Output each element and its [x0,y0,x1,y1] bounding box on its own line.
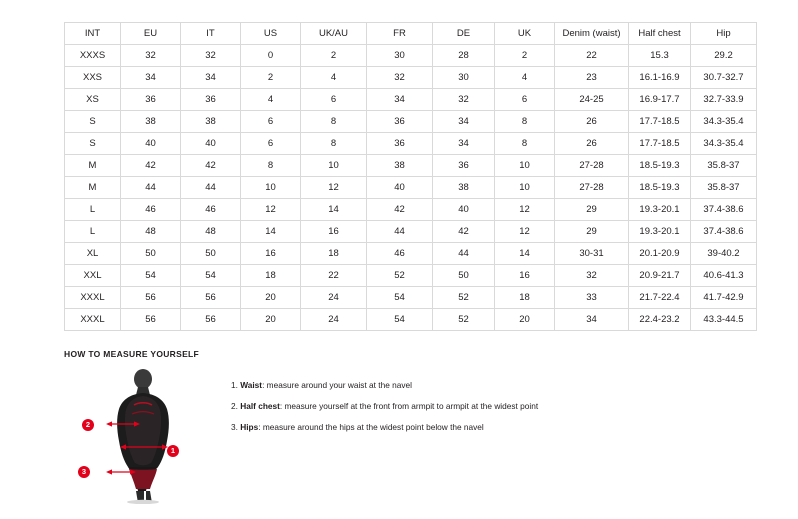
measure-instruction-waist [231,381,538,391]
cell-int: S [65,133,121,155]
cell-fr: 40 [367,177,433,199]
cell-us: 20 [241,309,301,331]
cell-denim-waist: 22 [555,45,629,67]
cell-it: 34 [181,67,241,89]
size-conversion-table [64,22,757,331]
table-row [65,309,757,331]
cell-de: 44 [433,243,495,265]
cell-uk: 6 [495,89,555,111]
cell-fr: 30 [367,45,433,67]
cell-it: 54 [181,265,241,287]
cell-it: 46 [181,199,241,221]
cell-uk-au: 24 [301,287,367,309]
column-header-uk-au: UK/AU [301,23,367,45]
cell-hip: 41.7-42.9 [691,287,757,309]
cell-uk: 2 [495,45,555,67]
cell-eu: 40 [121,133,181,155]
cell-int: XL [65,243,121,265]
cell-denim-waist: 26 [555,111,629,133]
cell-hip: 32.7-33.9 [691,89,757,111]
cell-it: 56 [181,287,241,309]
cell-uk-au: 18 [301,243,367,265]
cell-uk-au: 2 [301,45,367,67]
cell-hip: 30.7-32.7 [691,67,757,89]
table-row [65,265,757,287]
cell-it: 40 [181,133,241,155]
cell-de: 34 [433,111,495,133]
cell-uk-au: 16 [301,221,367,243]
cell-denim-waist: 26 [555,133,629,155]
cell-fr: 44 [367,221,433,243]
column-header-half-chest: Half chest [629,23,691,45]
cell-fr: 32 [367,67,433,89]
instruction-term: Waist [240,380,263,390]
cell-it: 38 [181,111,241,133]
cell-uk-au: 8 [301,133,367,155]
how-to-measure-section [64,349,734,504]
table-row [65,287,757,309]
cell-eu: 44 [121,177,181,199]
cell-int: S [65,111,121,133]
callout-bullet-1: 1 [167,445,179,457]
cell-hip: 37.4-38.6 [691,199,757,221]
cell-it: 32 [181,45,241,67]
cell-fr: 54 [367,287,433,309]
cell-eu: 42 [121,155,181,177]
table-row [65,111,757,133]
instruction-term: Hips [240,421,259,432]
cell-it: 50 [181,243,241,265]
cell-eu: 32 [121,45,181,67]
table-row [65,177,757,199]
cell-denim-waist: 32 [555,265,629,287]
cell-us: 4 [241,89,301,111]
cell-it: 56 [181,309,241,331]
cell-de: 28 [433,45,495,67]
how-to-measure-title: HOW TO MEASURE YOURSELF [64,349,200,359]
instruction-index: 1. [231,380,238,390]
cell-uk-au: 8 [301,111,367,133]
cell-half-chest: 16.1-16.9 [629,67,691,89]
column-header-int: INT [65,23,121,45]
cell-uk-au: 24 [301,309,367,331]
cell-half-chest: 19.3-20.1 [629,199,691,221]
cell-de: 38 [433,177,495,199]
cell-int: XS [65,89,121,111]
table-row [65,221,757,243]
cell-uk: 20 [495,309,555,331]
cell-eu: 56 [121,287,181,309]
cell-fr: 42 [367,199,433,221]
cell-hip: 37.4-38.6 [691,221,757,243]
cell-int: M [65,177,121,199]
measure-instructions-list [231,369,538,444]
instruction-index: 3. [231,421,238,432]
cell-us: 8 [241,155,301,177]
cell-denim-waist: 23 [555,67,629,89]
column-header-denim-waist: Denim (waist) [555,23,629,45]
table-header-row [65,23,757,45]
column-header-us: US [241,23,301,45]
cell-int: L [65,199,121,221]
table-row [65,155,757,177]
cell-uk: 10 [495,155,555,177]
instruction-term: Half chest [240,400,280,411]
cell-it: 36 [181,89,241,111]
cell-half-chest: 17.7-18.5 [629,111,691,133]
cell-eu: 34 [121,67,181,89]
cell-uk: 8 [495,111,555,133]
cell-uk-au: 4 [301,67,367,89]
cell-int: XXXL [65,309,121,331]
cell-uk: 18 [495,287,555,309]
cell-hip: 39-40.2 [691,243,757,265]
measure-instruction-hips [231,423,538,433]
table-body [65,45,757,331]
column-header-de: DE [433,23,495,45]
cell-it: 48 [181,221,241,243]
cell-hip: 35.8-37 [691,155,757,177]
cell-uk-au: 10 [301,155,367,177]
table-row [65,67,757,89]
mannequin-illustration [86,369,201,504]
table-row [65,243,757,265]
cell-de: 30 [433,67,495,89]
cell-fr: 36 [367,111,433,133]
cell-de: 42 [433,221,495,243]
callout-bullet-2: 2 [82,419,94,431]
cell-hip: 40.6-41.3 [691,265,757,287]
cell-uk: 14 [495,243,555,265]
instruction-text: : measure around the hips at the widest point below the navel [258,421,484,432]
cell-uk: 12 [495,199,555,221]
cell-eu: 36 [121,89,181,111]
cell-eu: 38 [121,111,181,133]
cell-half-chest: 20.9-21.7 [629,265,691,287]
cell-uk-au: 12 [301,177,367,199]
cell-hip: 43.3-44.5 [691,309,757,331]
cell-us: 2 [241,67,301,89]
cell-fr: 54 [367,309,433,331]
cell-half-chest: 18.5-19.3 [629,155,691,177]
measure-instruction-half-chest [231,402,538,412]
cell-uk-au: 22 [301,265,367,287]
cell-fr: 52 [367,265,433,287]
cell-eu: 46 [121,199,181,221]
cell-uk-au: 14 [301,199,367,221]
cell-it: 42 [181,155,241,177]
cell-eu: 48 [121,221,181,243]
cell-half-chest: 19.3-20.1 [629,221,691,243]
table-row [65,45,757,67]
cell-int: XXXS [65,45,121,67]
how-to-measure-body [64,369,734,504]
cell-de: 52 [433,287,495,309]
cell-uk: 12 [495,221,555,243]
cell-eu: 56 [121,309,181,331]
cell-hip: 29.2 [691,45,757,67]
instruction-text: : measure yourself at the front from armpit to armpit at the widest point [279,400,539,411]
cell-denim-waist: 24-25 [555,89,629,111]
cell-us: 6 [241,111,301,133]
column-header-it: IT [181,23,241,45]
column-header-uk: UK [495,23,555,45]
cell-half-chest: 20.1-20.9 [629,243,691,265]
cell-us: 10 [241,177,301,199]
column-header-hip: Hip [691,23,757,45]
callout-bullet-3: 3 [78,466,90,478]
cell-eu: 54 [121,265,181,287]
cell-us: 20 [241,287,301,309]
cell-fr: 34 [367,89,433,111]
cell-uk-au: 6 [301,89,367,111]
cell-half-chest: 21.7-22.4 [629,287,691,309]
cell-denim-waist: 27-28 [555,177,629,199]
cell-half-chest: 16.9-17.7 [629,89,691,111]
cell-us: 14 [241,221,301,243]
cell-de: 32 [433,89,495,111]
cell-int: XXS [65,67,121,89]
cell-fr: 46 [367,243,433,265]
cell-denim-waist: 29 [555,199,629,221]
cell-int: M [65,155,121,177]
cell-fr: 38 [367,155,433,177]
cell-denim-waist: 33 [555,287,629,309]
cell-half-chest: 17.7-18.5 [629,133,691,155]
cell-de: 40 [433,199,495,221]
instruction-text: : measure around your waist at the navel [262,380,412,390]
column-header-eu: EU [121,23,181,45]
cell-hip: 35.8-37 [691,177,757,199]
cell-uk: 4 [495,67,555,89]
cell-us: 12 [241,199,301,221]
cell-de: 50 [433,265,495,287]
cell-de: 34 [433,133,495,155]
cell-us: 0 [241,45,301,67]
cell-de: 36 [433,155,495,177]
cell-denim-waist: 27-28 [555,155,629,177]
table-row [65,133,757,155]
cell-eu: 50 [121,243,181,265]
cell-us: 18 [241,265,301,287]
column-header-fr: FR [367,23,433,45]
table-row [65,89,757,111]
cell-int: L [65,221,121,243]
cell-half-chest: 18.5-19.3 [629,177,691,199]
cell-uk: 10 [495,177,555,199]
instruction-index: 2. [231,400,238,411]
cell-int: XXXL [65,287,121,309]
cell-de: 52 [433,309,495,331]
cell-it: 44 [181,177,241,199]
cell-int: XXL [65,265,121,287]
cell-half-chest: 22.4-23.2 [629,309,691,331]
cell-hip: 34.3-35.4 [691,133,757,155]
size-table-container [64,22,744,331]
cell-denim-waist: 34 [555,309,629,331]
cell-hip: 34.3-35.4 [691,111,757,133]
cell-uk: 16 [495,265,555,287]
mannequin-figure [81,369,201,504]
cell-us: 16 [241,243,301,265]
cell-fr: 36 [367,133,433,155]
cell-uk: 8 [495,133,555,155]
cell-us: 6 [241,133,301,155]
cell-denim-waist: 30-31 [555,243,629,265]
cell-denim-waist: 29 [555,221,629,243]
table-row [65,199,757,221]
cell-half-chest: 15.3 [629,45,691,67]
